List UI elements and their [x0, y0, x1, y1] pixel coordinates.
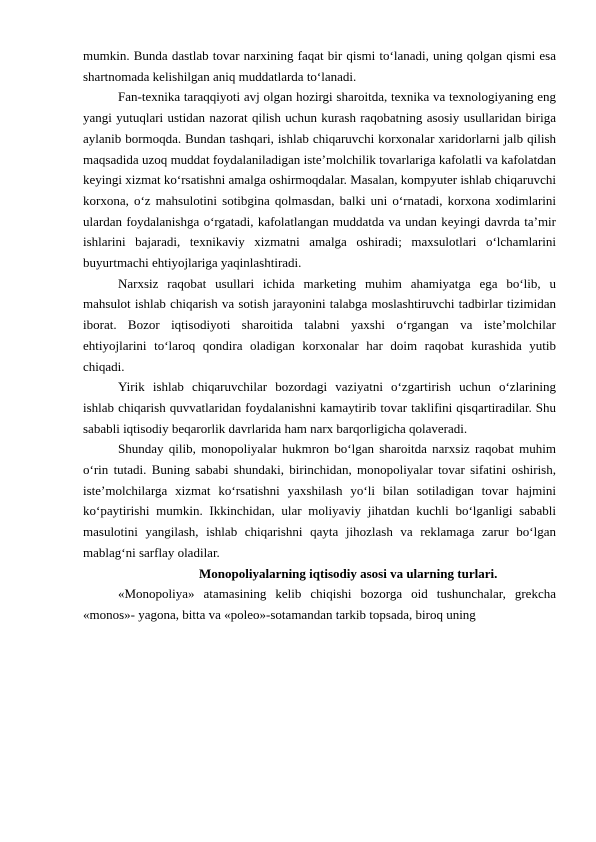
document-page — [83, 46, 556, 626]
paragraph-5: Shunday qilib, monopoliyalar hukmron bo‘lgan sharoitda narxsiz raqobat muhim o‘rin tutadi. Buning sababi shundaki, birinchidan, monopoliyalar tovar sifatini oshirish, iste’molchilarga xizmat ko‘rsatishni yaxshilash yo‘li bilan sotiladigan tovar hajmini ko‘paytirishi mumkin. Ikkinchidan, ular moliyaviy jihatdan kuchli bo‘lganligi sababli masulotini yangilash, ishlab chiqarishni qayta jihozlash va reklamaga zarur bo‘lgan mablag‘ni sarflay oladilar. — [83, 441, 556, 560]
paragraph-4: Yirik ishlab chiqaruvchilar bozordagi vaziyatni o‘zgartirish uchun o‘zlarining ishlab chiqarish quvvatlaridan foydalanishni kamaytirib tovar taklifini qisqartiradilar. Shu sababli iqtisodiy beqarorlik davrlarida ham narx barqorligicha qolaveradi. — [83, 379, 556, 436]
paragraph-6: «Monopoliya» atamasining kelib chiqishi bozorga oid tushunchalar, grekcha «monos»- yagona, bitta va «poleo»-sotamandan tarkib topsada, biroq uning — [83, 586, 556, 622]
section-heading: Monopoliyalarning iqtisodiy asosi va ularning turlari. — [199, 565, 498, 581]
paragraph-3: Narxsiz raqobat usullari ichida marketing muhim ahamiyatga ega bo‘lib, u mahsulot ishlab chiqarish va sotish jarayonini talabga moslashtiruvchi tadbirlar tizimidan iborat. Bozor iqtisodiyoti sharoitida talabni yaxshi o‘rgangan va iste’molchilar ehtiyojlarini to‘laroq qondira oladigan korxonalar har doim raqobat kurashida yutib chiqadi. — [83, 275, 556, 374]
paragraph-1: mumkin. Bunda dastlab tovar narxining faqat bir qismi to‘lanadi, uning qolgan qismi esa shartnomada kelishilgan aniq muddatlarda to‘lanadi. — [83, 48, 556, 84]
paragraph-2: Fan-texnika taraqqiyoti avj olgan hozirgi sharoitda, texnika va texnologiyaning eng yangi yutuqlari ustidan nazorat qilish uchun kurash raqobatning asosiy usullaridan biriga aylanib bormoqda. Bundan tashqari, ishlab chiqaruvchi korxonalar xaridorlarni jalb qilish maqsadida uzoq muddat foydalaniladigan iste’molchilik tovarlariga kafolatli va kafolatdan keyingi xizmat ko‘rsatishni amalga oshirmoqdalar. Masalan, kompyuter ishlab chiqaruvchi korxona, o‘z mahsulotini sotibgina qolmasdan, balki uni o‘rnatadi, korxona xodimlarini ulardan foydalanishga o‘rgatadi, kafolatlangan muddatda va undan keyingi davrda ta’mir ishlarini bajaradi, texnikaviy xizmatni amalga oshiradi; maxsulotlari o‘lchamlarini buyurtmachi ehtiyojlariga yaqinlashtiradi. — [83, 89, 556, 271]
